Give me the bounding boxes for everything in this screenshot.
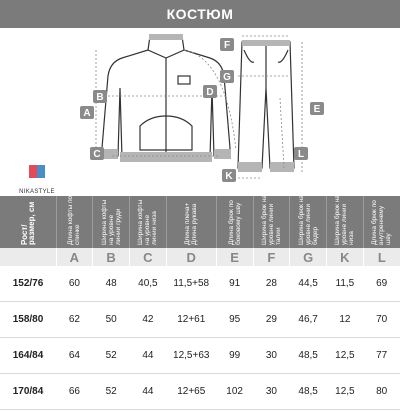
table-header-row <box>0 196 400 248</box>
svg-text:K: K <box>225 171 233 182</box>
value-cell: 11,5 <box>327 266 364 302</box>
value-cell: 46,7 <box>290 302 327 338</box>
value-cell: 28 <box>253 266 290 302</box>
value-cell: 48,5 <box>290 338 327 374</box>
brand-logo-icon <box>29 165 45 178</box>
brand-logo <box>16 165 58 198</box>
letter-cell: B <box>93 248 130 266</box>
value-cell: 102 <box>216 374 253 410</box>
garment-diagram <box>0 28 400 196</box>
svg-text:D: D <box>206 87 214 98</box>
size-table <box>0 196 400 410</box>
marker-g <box>220 70 234 83</box>
value-cell: 30 <box>253 374 290 410</box>
value-cell: 48 <box>93 266 130 302</box>
letter-cell: C <box>130 248 167 266</box>
svg-text:B: B <box>96 92 104 103</box>
page-title: КОСТЮМ <box>166 6 234 22</box>
value-cell: 30 <box>253 338 290 374</box>
column-header-g: Ширина брюк на уровне линии бедер <box>290 196 327 248</box>
marker-f <box>220 38 234 51</box>
value-cell: 50 <box>93 302 130 338</box>
value-cell: 91 <box>216 266 253 302</box>
column-header-b: Ширина кофты на уровне линии груди <box>93 196 130 248</box>
column-header-a: Длина кофты по спинке <box>56 196 93 248</box>
marker-k <box>222 169 236 182</box>
table-row <box>0 338 400 374</box>
svg-text:L: L <box>297 149 305 160</box>
value-cell: 60 <box>56 266 93 302</box>
svg-text:C: C <box>93 149 101 160</box>
size-cell: 164/84 <box>0 338 56 374</box>
column-header-d: Длина плеча+ Длина рукава <box>166 196 216 248</box>
size-cell: 158/80 <box>0 302 56 338</box>
value-cell: 70 <box>363 302 400 338</box>
letter-cell-empty <box>0 248 56 266</box>
table-row <box>0 302 400 338</box>
marker-e <box>310 102 324 115</box>
value-cell: 69 <box>363 266 400 302</box>
value-cell: 44 <box>130 374 167 410</box>
size-column-header: Рост/ размер, см <box>0 196 56 248</box>
value-cell: 62 <box>56 302 93 338</box>
marker-a <box>80 106 94 119</box>
marker-b <box>93 90 107 103</box>
letter-row <box>0 248 400 266</box>
letter-cell: A <box>56 248 93 266</box>
table-row <box>0 374 400 410</box>
value-cell: 42 <box>130 302 167 338</box>
value-cell: 44 <box>130 338 167 374</box>
title-bar <box>0 0 400 28</box>
value-cell: 48,5 <box>290 374 327 410</box>
value-cell: 64 <box>56 338 93 374</box>
column-header-e: Длина брюк по боковому шву <box>216 196 253 248</box>
marker-c <box>90 147 104 160</box>
letter-cell: D <box>166 248 216 266</box>
value-cell: 12+65 <box>166 374 216 410</box>
svg-text:F: F <box>223 40 231 51</box>
column-header-k: Ширина брюк на уровне линии низа <box>327 196 364 248</box>
value-cell: 95 <box>216 302 253 338</box>
svg-text:A: A <box>83 108 91 119</box>
letter-cell: L <box>363 248 400 266</box>
value-cell: 12,5+63 <box>166 338 216 374</box>
value-cell: 99 <box>216 338 253 374</box>
value-cell: 80 <box>363 374 400 410</box>
value-cell: 11,5+58 <box>166 266 216 302</box>
table-row <box>0 266 400 302</box>
value-cell: 12,5 <box>327 338 364 374</box>
value-cell: 44,5 <box>290 266 327 302</box>
value-cell: 77 <box>363 338 400 374</box>
brand-name: NIKASTYLE <box>19 189 55 195</box>
value-cell: 66 <box>56 374 93 410</box>
marker-l <box>294 147 308 160</box>
svg-text:E: E <box>313 104 321 115</box>
value-cell: 52 <box>93 338 130 374</box>
value-cell: 12+61 <box>166 302 216 338</box>
value-cell: 40,5 <box>130 266 167 302</box>
letter-cell: E <box>216 248 253 266</box>
letter-cell: G <box>290 248 327 266</box>
column-header-l: Длина брюк по внутреннему шву <box>363 196 400 248</box>
value-cell: 52 <box>93 374 130 410</box>
letter-cell: K <box>327 248 364 266</box>
pants-illustration <box>238 42 294 168</box>
column-header-c: Ширина кофты на уровне линии низа <box>130 196 167 248</box>
size-cell: 170/84 <box>0 374 56 410</box>
marker-d <box>203 85 217 98</box>
letter-cell: F <box>253 248 290 266</box>
column-header-f: Ширина брюк на уровне линии талии <box>253 196 290 248</box>
size-cell: 152/76 <box>0 266 56 302</box>
value-cell: 29 <box>253 302 290 338</box>
value-cell: 12 <box>327 302 364 338</box>
svg-text:G: G <box>223 72 231 83</box>
value-cell: 12,5 <box>327 374 364 410</box>
